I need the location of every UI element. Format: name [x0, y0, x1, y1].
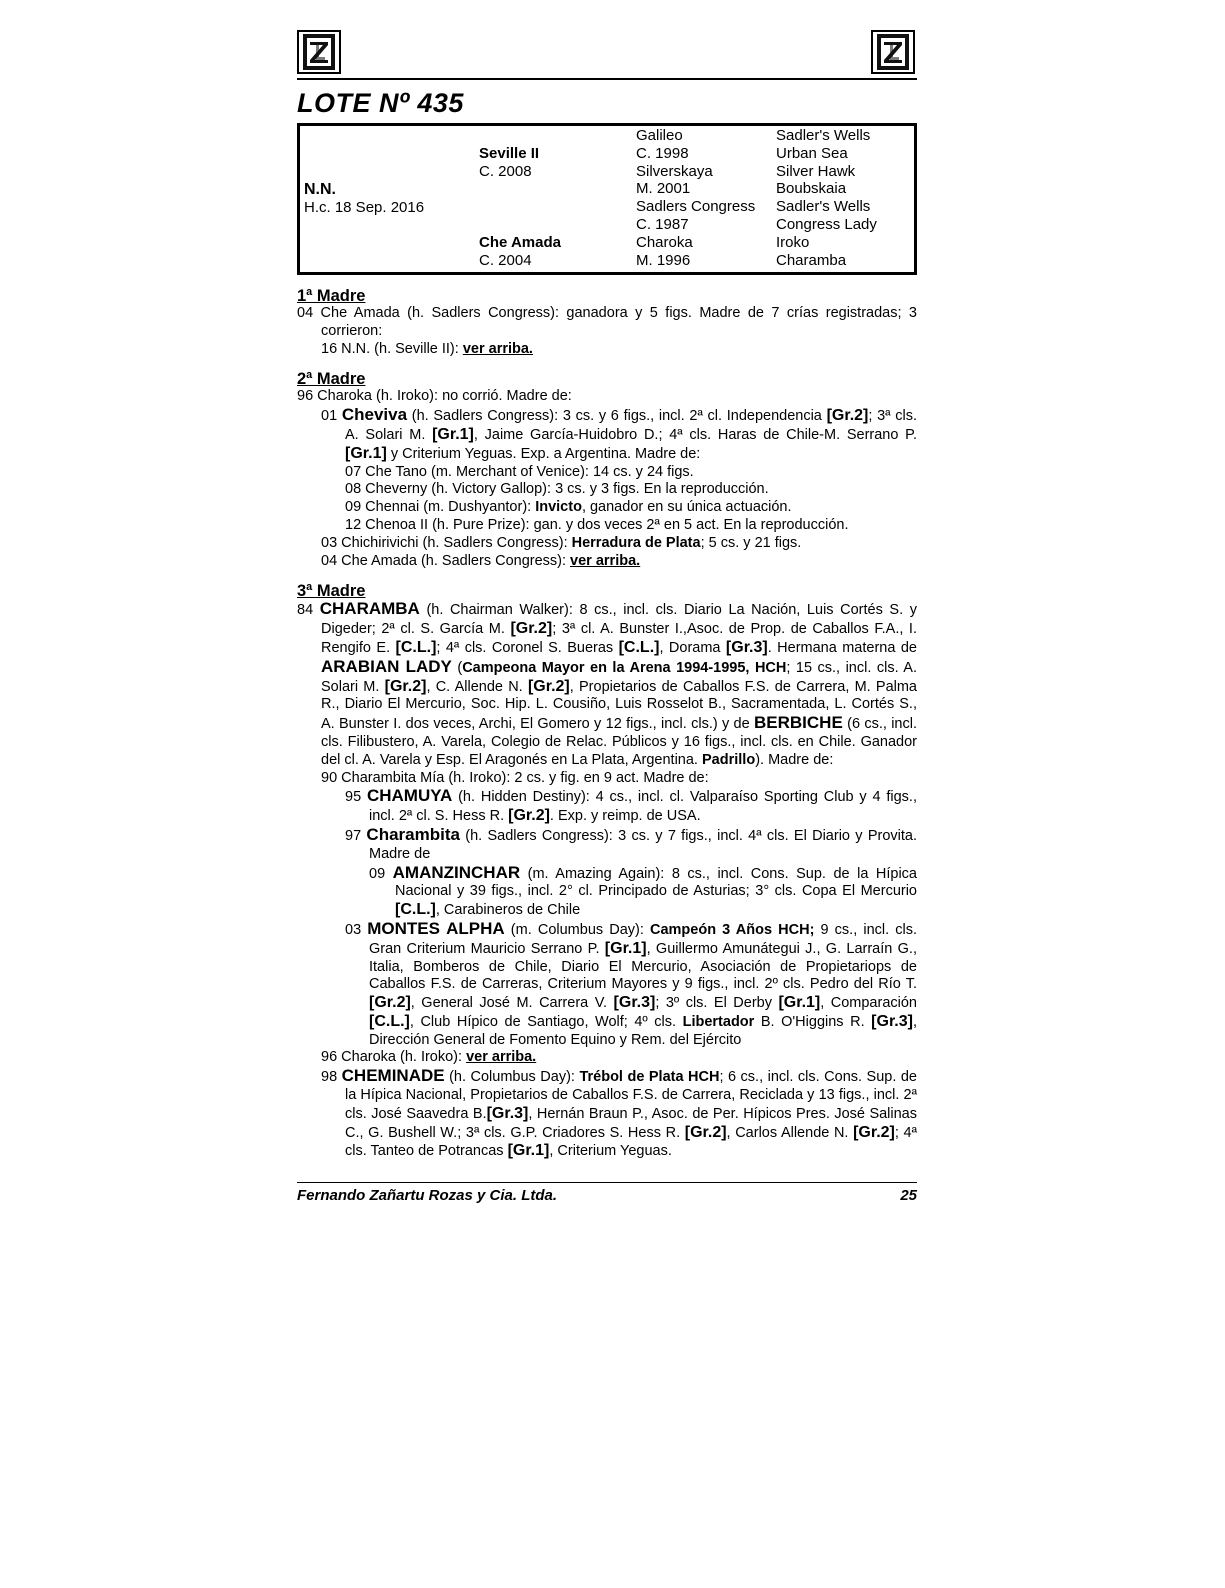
list-item: 09 AMANZINCHAR (m. Amazing Again): 8 cs., incl. Cons. Sup. de la Hípica Nacional y 39 figs., incl. 2° cl. Principado de Asturias; 3° cls. Copa El Mercurio [C.L.], Carabineros de Chile [369, 862, 917, 919]
section-madre-1 [297, 287, 917, 358]
lot-title: LOTE Nº 435 [297, 88, 464, 118]
sire-info: C. 2008 [479, 162, 532, 180]
list-item: 95 CHAMUYA (h. Hidden Destiny): 4 cs., incl. cl. Valparaíso Sporting Club y 4 figs., incl. 2ª cl. S. Hess R. [Gr.2]. Exp. y reimp. de USA. [345, 786, 917, 825]
section-title: 1ª Madre [297, 287, 366, 305]
page-footer [297, 1182, 917, 1204]
ver-arriba-link[interactable]: ver arriba. [466, 1049, 537, 1066]
section-madre-2 [297, 370, 917, 570]
sire-name: Seville II [479, 145, 540, 162]
document-page [297, 30, 917, 1161]
list-item: 08 Cheverny (h. Victory Gallop): 3 cs. y 3 figs. En la reproducción. [345, 481, 769, 498]
list-item: 84 CHARAMBA (h. Chairman Walker): 8 cs., incl. cls. Diario La Nación, Luis Cortés S. y Digeder; 2ª cl. S. García M. [Gr.2]; 3ª cl. A. Bunster I.,Asoc. de Prop. de Caballos F.A., I. Rengifo E. [C.L.]; 4ª cls. Coronel S. Bueras [C.L.], Dorama [Gr.3]. Hermana materna de ARABIAN LADY (Campeona Mayor en la Arena 1994-1995, HCH; 15 cs., incl. cls. A. Solari M. [Gr.2], C. Allende N. [Gr.2], Propietarios de Caballos F.S. de Carrera, M. Palma R., Diario El Mercurio, Soc. Hip. L. Cousiño, Luis Rosselot B., Sacramentada, L. Cortés S., A. Bunster I. dos veces, Archi, El Gomero y 12 figs., incl. cls.) y de BERBICHE (6 cs., incl. cls. Filibustero, A. Varela, Colegio de Relac. Públicos y 16 figs., incl. cls. en Chile. Ganador del cl. A. Varela y Esp. El Aragonés en La Plata, Argentina. Padrillo). Madre de: [297, 599, 918, 768]
list-item: 04 Che Amada (h. Sadlers Congress): ganadora y 5 figs. Madre de 7 crías registradas; 3 corrieron: [297, 305, 917, 339]
ver-arriba-link[interactable]: ver arriba. [570, 552, 641, 569]
list-item: 97 Charambita (h. Sadlers Congress): 3 cs. y 7 figs., incl. 4ª cls. El Diario y Provita. Madre de [345, 824, 917, 862]
list-item: 12 Chenoa II (h. Pure Prize): gan. y dos veces 2ª en 5 act. En la reproducción. [345, 516, 849, 533]
list-item: 98 CHEMINADE (h. Columbus Day): Trébol de Plata HCH; 6 cs., incl. cls. Cons. Sup. de la Hípica Nacional, Propietarios de Caballos F.S. de Carrera, Reciclada y 13 figs., incl. 2ª cls. José Saavedra B.[Gr.3], Hernán Braun P., Asoc. de Per. Hípicos Pres. José Salinas C., G. Bushell W.; 3ª cls. G.P. Criadores S. Hess R. [Gr.2], Carlos Allende N. [Gr.2]; 4ª cls. Tanteo de Potrancas [Gr.1], Criterium Yeguas. [321, 1066, 917, 1160]
zl-logo-icon [871, 30, 915, 74]
pedigree-horse: N.N. H.c. 18 Sep. 2016 [304, 181, 425, 216]
section-title: 2ª Madre [297, 370, 366, 389]
section-title: 3ª Madre [297, 582, 366, 601]
list-item: 96 Charoka (h. Iroko): no corrió. Madre de: [297, 388, 572, 405]
list-item: 16 N.N. (h. Seville II): ver arriba. [321, 340, 533, 357]
page-number: 25 [900, 1187, 917, 1204]
page-header [297, 30, 917, 80]
pedigree-parents [479, 145, 561, 270]
list-item: 07 Che Tano (m. Merchant of Venice): 14 cs. y 24 figs. [345, 463, 694, 480]
ver-arriba-link[interactable]: ver arriba. [462, 340, 533, 357]
list-item: 01 Cheviva (h. Sadlers Congress): 3 cs. y 6 figs., incl. 2ª cl. Independencia [Gr.2]; 3ª cls. A. Solari M. [Gr.1], Jaime García-Huidobro D.; 4ª cls. Haras de Chile-M. Serrano P. [Gr.1] y Criterium Yeguas. Exp. a Argentina. Madre de: [321, 405, 917, 462]
list-item: 90 Charambita Mía (h. Iroko): 2 cs. y fig. en 9 act. Madre de: [321, 769, 709, 786]
dam-name: Che Amada [479, 233, 561, 251]
pedigree-great-grandparents: Sadler's Wells Urban Sea Silver Hawk Boubskaia Sadler's Wells Congress Lady Iroko Charamba [776, 127, 877, 269]
pedigree-grandparents: Galileo C. 1998 Silverskaya M. 2001 Sadlers Congress C. 1987 Charoka M. 1996 [636, 127, 756, 269]
zl-logo-icon [297, 30, 341, 74]
list-item: 09 Chennai (m. Dushyantor): Invicto, ganador en su única actuación. [345, 499, 792, 516]
pedigree-table [297, 123, 917, 275]
footer-company: Fernando Zañartu Rozas y Cia. Ltda. [297, 1187, 558, 1204]
dam-info: C. 2004 [479, 251, 532, 269]
list-item: 04 Che Amada (h. Sadlers Congress): ver arriba. [321, 552, 641, 569]
list-item: 03 Chichirivichi (h. Sadlers Congress): Herradura de Plata; 5 cs. y 21 figs. [321, 534, 802, 551]
list-item: 03 MONTES ALPHA (m. Columbus Day): Campeón 3 Años HCH; 9 cs., incl. cls. Gran Criterium Mauricio Serrano P. [Gr.1], Guillermo Amunátegui J., G. Larraín G., Italia, Bomberos de Chile, Diario El Mercurio, Asociación de Propietariops de Caballos F.S. de Carreras, Criterium Mayores y 9 figs., incl. 2º cls. Pedro del Río T. [Gr.2], General José M. Carrera V. [Gr.3]; 3º cls. El Derby [Gr.1], Comparación [C.L.], Club Hípico de Santiago, Wolf; 4º cls. Libertador B. O'Higgins R. [Gr.3], Dirección General de Fomento Equino y Rem. del Ejército [345, 918, 917, 1048]
list-item: 96 Charoka (h. Iroko): ver arriba. [321, 1049, 537, 1066]
section-madre-3 [297, 582, 917, 1161]
